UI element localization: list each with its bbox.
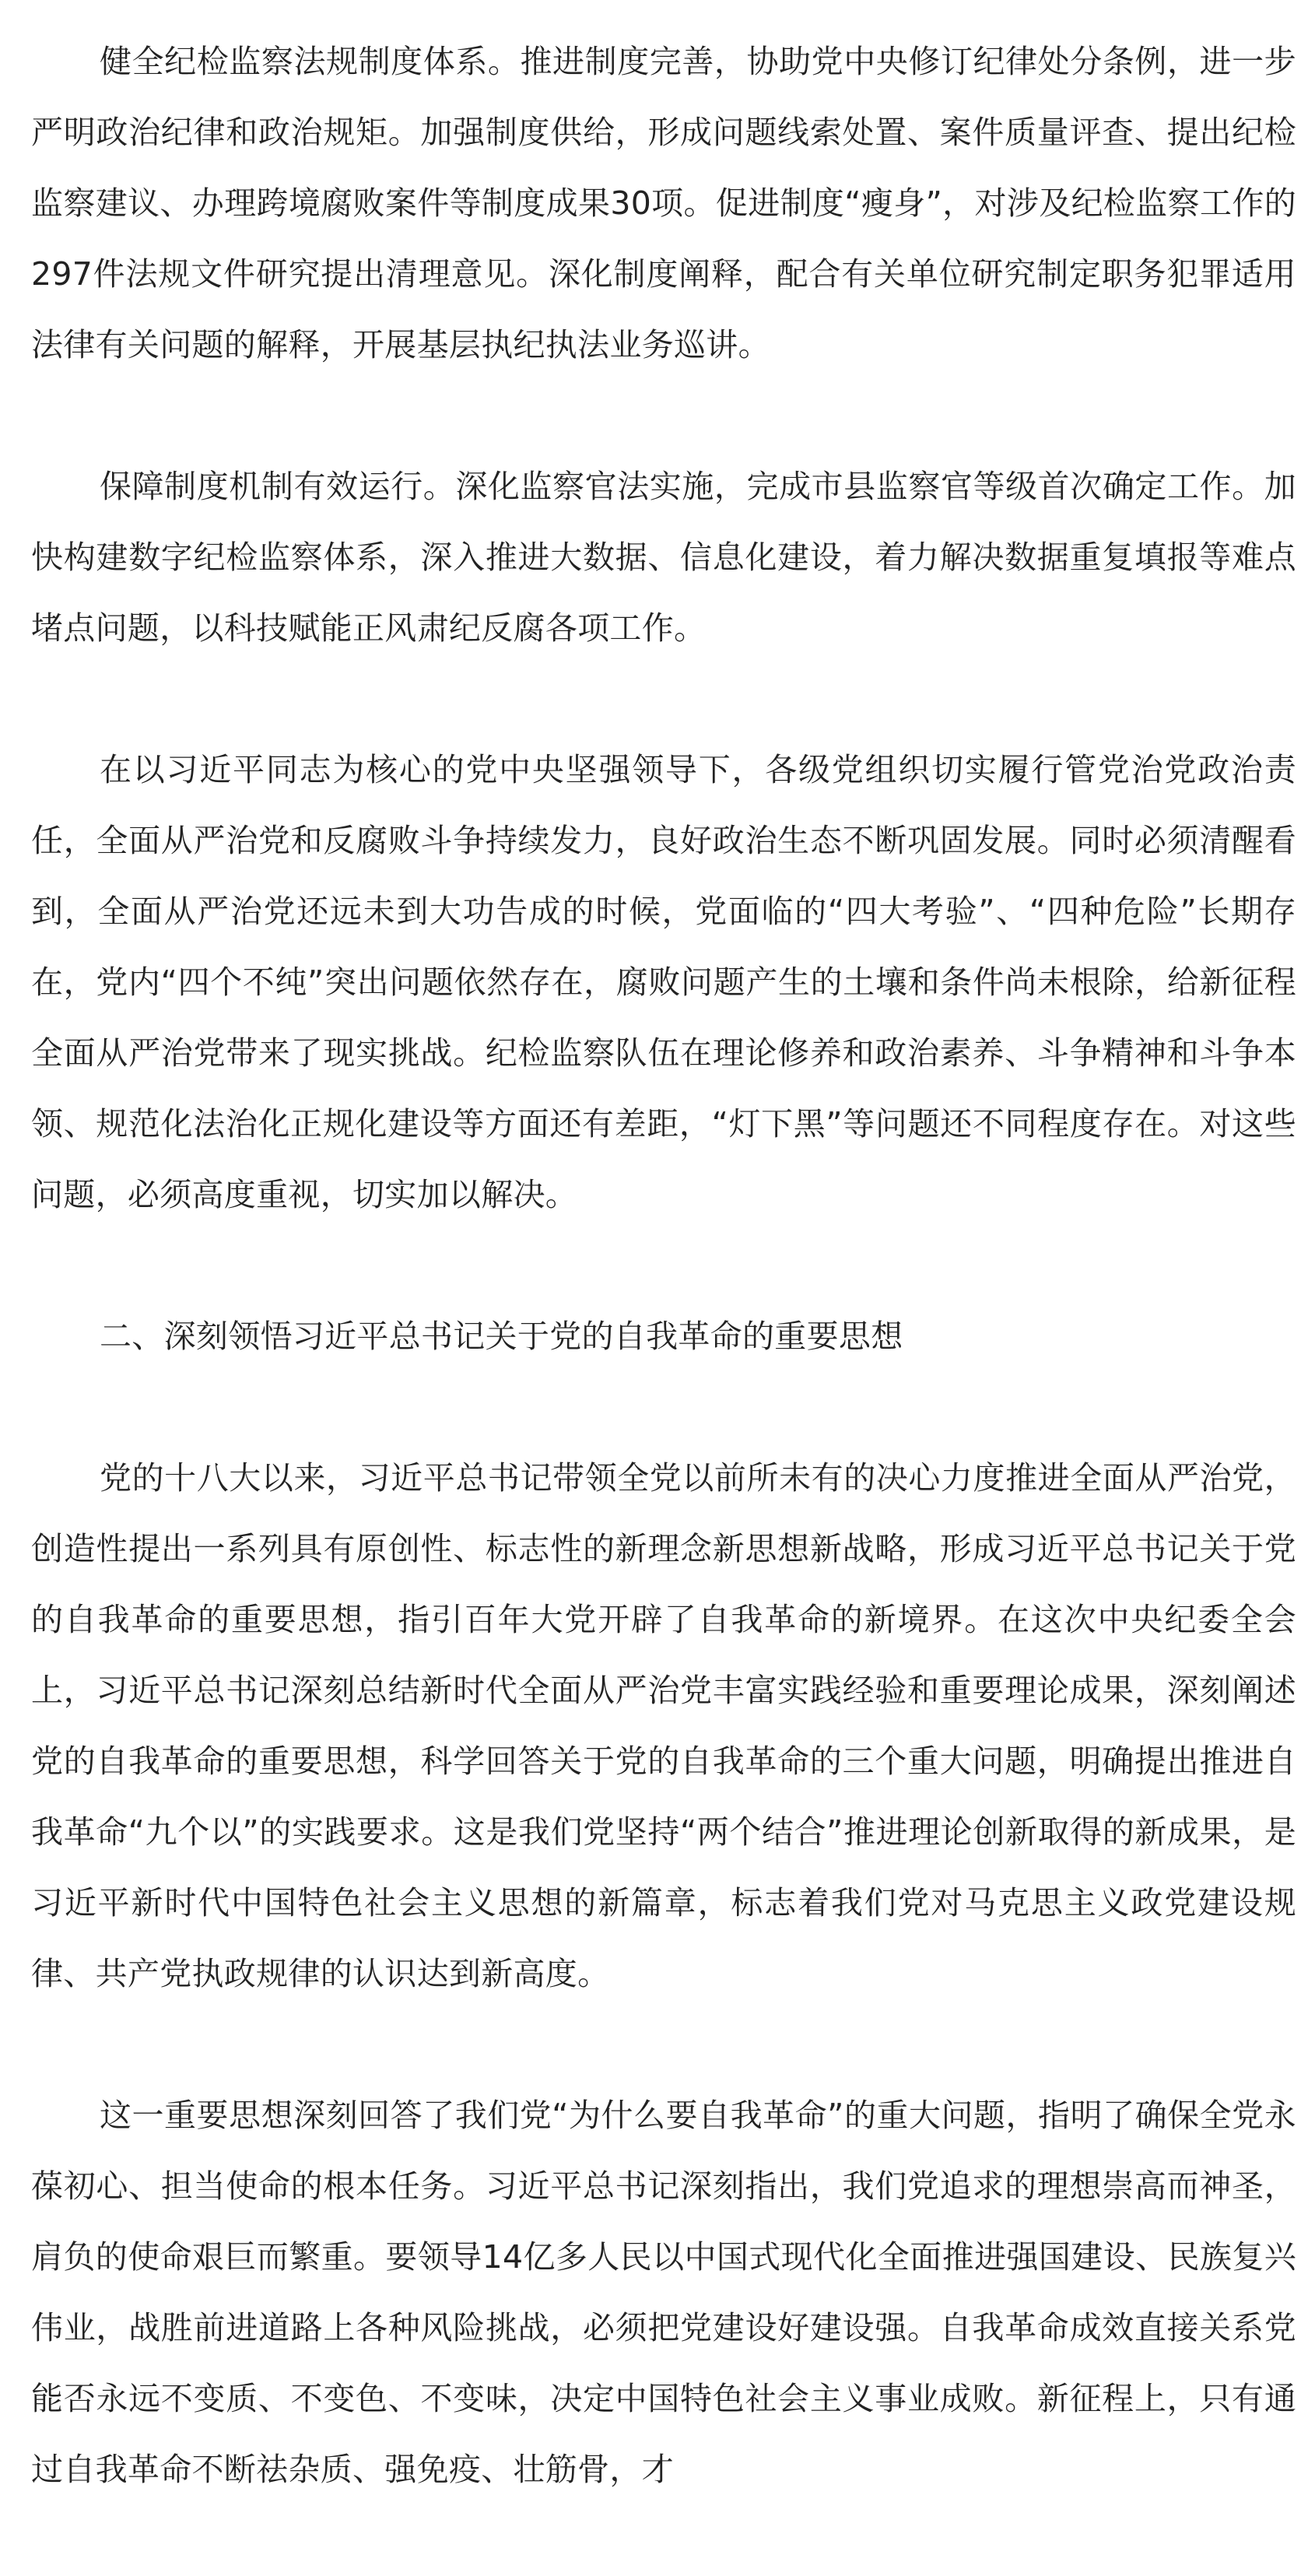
- article-body: [31, 26, 1296, 2576]
- paragraph-self-revolution-thought: 党的十八大以来，习近平总书记带领全党以前所未有的决心力度推进全面从严治党，创造性提出一系列具有原创性、标志性的新理念新思想新战略，形成习近平总书记关于党的自我革命的重要思想，指引百年大党开辟了自我革命的新境界。在这次中央纪委全会上，习近平总书记深刻总结新时代全面从严治党丰富实践经验和重要理论成果，深刻阐述党的自我革命的重要思想，科学回答关于党的自我革命的三个重大问题，明确提出推进自我革命“九个以”的实践要求。这是我们党坚持“两个结合”推进理论创新取得的新成果，是习近平新时代中国特色社会主义思想的新篇章，标志着我们党对马克思主义政党建设规律、共产党执政规律的认识达到新高度。: [31, 1459, 1296, 1992]
- paragraph-why-self-revolution: 这一重要思想深刻回答了我们党“为什么要自我革命”的重大问题，指明了确保全党永葆初心、担当使命的根本任务。习近平总书记深刻指出，我们党追求的理想崇高而神圣，肩负的使命艰巨而繁重。要领导14亿多人民以中国式现代化全面推进强国建设、民族复兴伟业，战胜前进道路上各种风险挑战，必须把党建设好建设强。自我革命成效直接关系党能否永远不变质、不变色、不变味，决定中国特色社会主义事业成败。新征程上，只有通过自我革命不断祛杂质、强免疫、壮筋骨，才: [31, 2097, 1296, 2488]
- paragraph-mechanisms: 保障制度机制有效运行。深化监察官法实施，完成市县监察官等级首次确定工作。加快构建数字纪检监察体系，深入推进大数据、信息化建设，着力解决数据重复填报等难点堵点问题，以科技赋能正风肃纪反腐各项工作。: [31, 468, 1296, 647]
- paragraph-regulations: 健全纪检监察法规制度体系。推进制度完善，协助党中央修订纪律处分条例，进一步严明政治纪律和政治规矩。加强制度供给，形成问题线索处置、案件质量评查、提出纪检监察建议、办理跨境腐败案件等制度成果30项。促进制度“瘦身”，对涉及纪检监察工作的297件法规文件研究提出清理意见。深化制度阐释，配合有关单位研究制定职务犯罪适用法律有关问题的解释，开展基层执纪执法业务巡讲。: [31, 43, 1296, 363]
- paragraph-challenges: 在以习近平同志为核心的党中央坚强领导下，各级党组织切实履行管党治党政治责任，全面从严治党和反腐败斗争持续发力，良好政治生态不断巩固发展。同时必须清醒看到，全面从严治党还远未到大功告成的时候，党面临的“四大考验”、“四种危险”长期存在，党内“四个不纯”突出问题依然存在，腐败问题产生的土壤和条件尚未根除，给新征程全面从严治党带来了现实挑战。纪检监察队伍在理论修养和政治素养、斗争精神和斗争本领、规范化法治化正规化建设等方面还有差距，“灯下黑”等问题还不同程度存在。对这些问题，必须高度重视，切实加以解决。: [31, 751, 1296, 1213]
- section-heading: 二、深刻领悟习近平总书记关于党的自我革命的重要思想: [100, 1318, 903, 1355]
